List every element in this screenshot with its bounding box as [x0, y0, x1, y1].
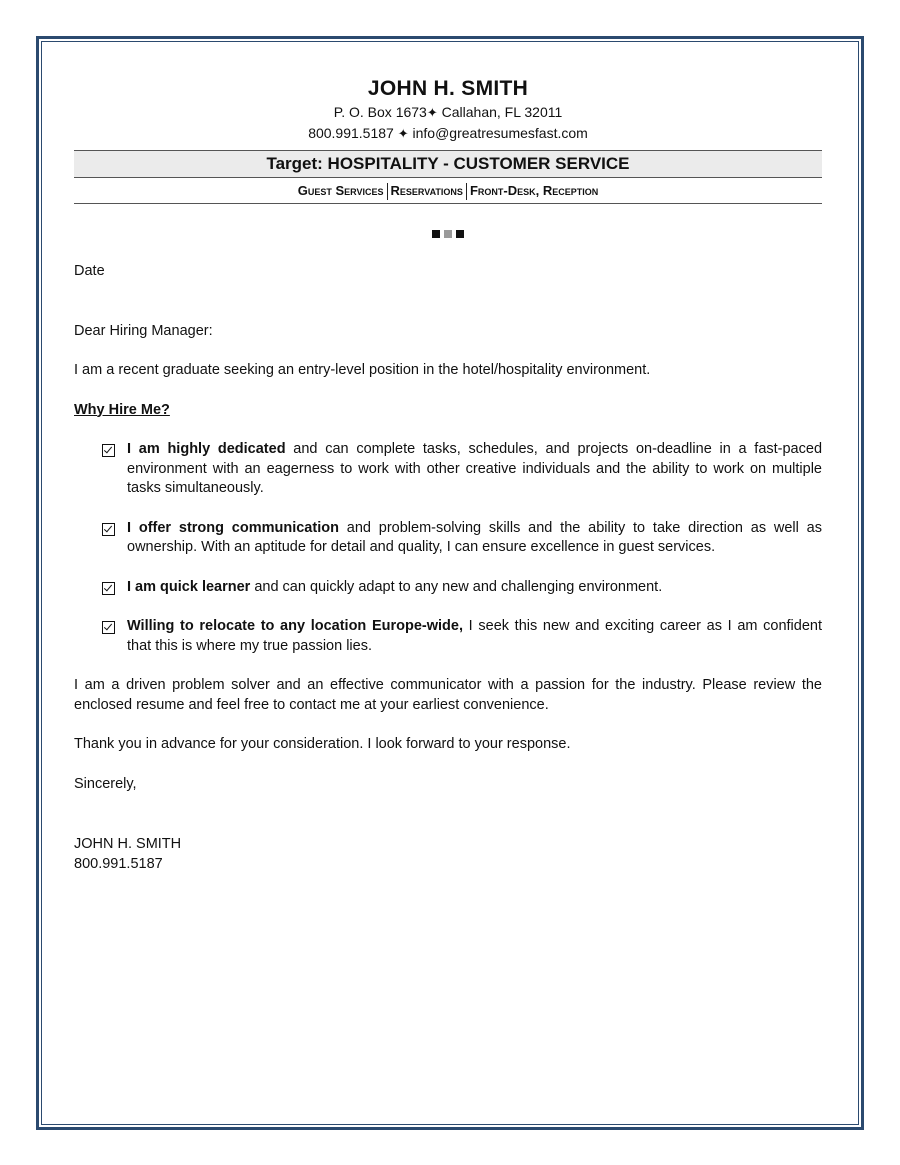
list-item-text [127, 578, 822, 598]
list-item-rest: and can quickly adapt to any new and challenging environment. [250, 578, 663, 595]
phone-number: 800.991.5187 [308, 125, 394, 141]
skill-divider [466, 183, 467, 200]
star-separator-icon: ✦ [397, 126, 409, 141]
checkbox-checked-icon [102, 523, 115, 536]
skills-line [74, 178, 822, 204]
list-item-bold: I offer strong communication [127, 519, 339, 536]
salutation: Dear Hiring Manager: [74, 322, 213, 339]
sign-off: Sincerely, [74, 775, 137, 792]
qualification-list [74, 440, 822, 656]
list-item-text [127, 440, 822, 499]
target-section [74, 150, 822, 204]
skill-divider [387, 183, 388, 200]
checkbox-checked-icon [102, 621, 115, 634]
list-item-bold: I am quick learner [127, 578, 251, 595]
square-icon [456, 230, 464, 238]
skill-guest-services: Guest Services [297, 183, 384, 198]
signature-phone: 800.991.5187 [74, 856, 163, 872]
square-icon [432, 230, 440, 238]
applicant-name: JOHN H. SMITH [367, 77, 529, 100]
letter-date: Date [74, 263, 105, 279]
list-item-text [127, 519, 822, 558]
skill-reservations: Reservations [390, 183, 463, 198]
email-address: info@greatresumesfast.com [412, 125, 588, 141]
list-item-rest: and problem-solving skills and the ability to take direction as well as ownership. With an aptitude for detail and quality, I can ensure excellence in guest services. [127, 519, 822, 555]
list-item [74, 578, 822, 598]
address-line [74, 102, 822, 123]
checkbox-checked-icon [102, 444, 115, 457]
skill-front-desk: Front-Desk, Reception [469, 183, 599, 198]
why-hire-heading: Why Hire Me? [74, 401, 170, 418]
address-city: Callahan, FL 32011 [441, 104, 563, 120]
list-item-bold: Willing to relocate to any location Europe-wide, [127, 618, 464, 634]
intro-paragraph: I am a recent graduate seeking an entry-level position in the hotel/hospitality environment. [74, 362, 651, 378]
list-item [74, 519, 822, 558]
target-title: Target: HOSPITALITY - CUSTOMER SERVICE [74, 150, 822, 178]
checkbox-checked-icon [102, 582, 115, 595]
signature-name: JOHN H. SMITH [74, 836, 182, 852]
contact-line [74, 123, 822, 144]
address-po-box: P. O. Box 1673 [333, 104, 427, 120]
signature-block [74, 834, 822, 874]
square-icon [444, 230, 452, 238]
list-item [74, 440, 822, 499]
list-item-text [127, 617, 822, 656]
letter-body [74, 76, 822, 874]
list-item [74, 617, 822, 656]
list-item-bold: I am highly dedicated [127, 441, 286, 457]
thanks-paragraph: Thank you in advance for your consideration. I look forward to your response. [74, 736, 571, 752]
list-item-rest: I seek this new and exciting career as I am confident that this is where my true passion lies. [127, 618, 822, 654]
decorative-squares [74, 225, 822, 237]
list-item-rest: and can complete tasks, schedules, and projects on-deadline in a fast-paced environment with an eagerness to work with other creative individuals and the ability to work on multiple tasks simultaneously. [127, 441, 823, 496]
star-separator-icon: ✦ [426, 105, 438, 120]
closing-paragraph: I am a driven problem solver and an effective communicator with a passion for the industry. Please review the enclosed resume and feel free to contact me at your earliest convenience. [74, 677, 822, 713]
